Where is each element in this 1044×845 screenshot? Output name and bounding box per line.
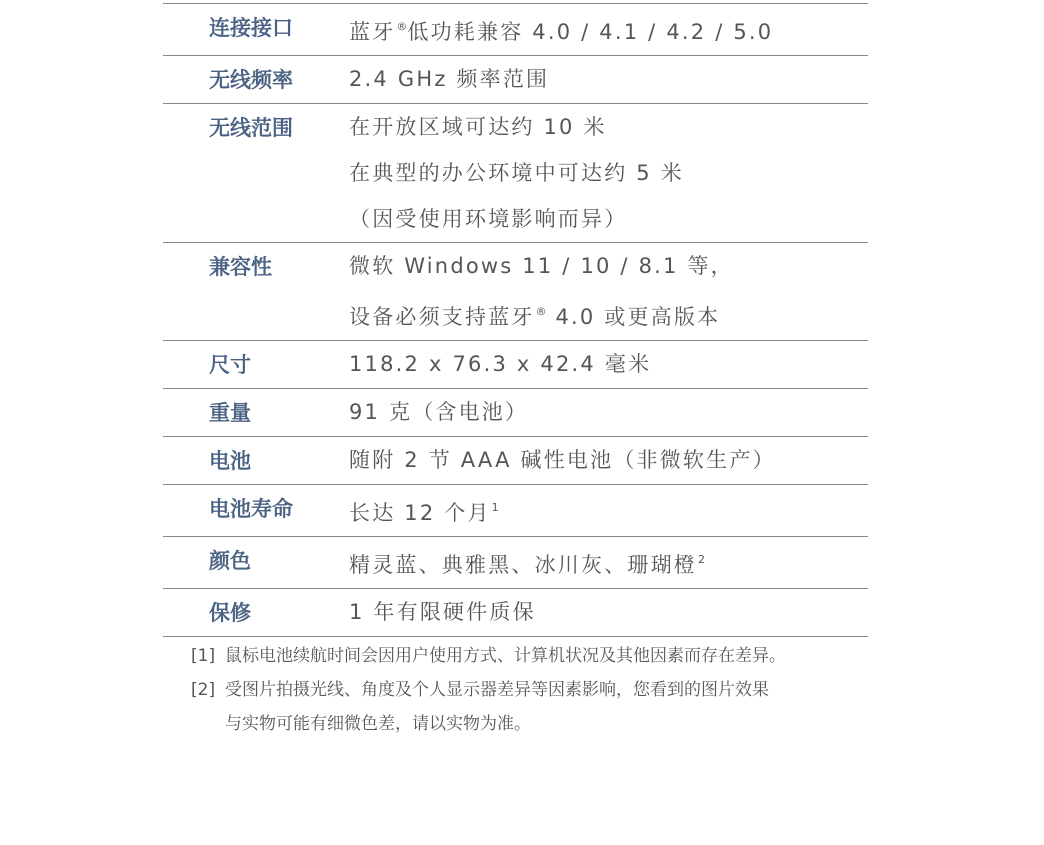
spec-label: 兼容性 bbox=[209, 255, 272, 279]
spec-values bbox=[349, 341, 868, 388]
spec-value-line bbox=[349, 589, 868, 635]
spec-value-line bbox=[349, 341, 868, 387]
spec-value-text: 微软 Windows 11 / 10 / 8.1 等， bbox=[349, 254, 734, 278]
spec-value-line bbox=[349, 104, 868, 150]
spec-rows bbox=[163, 4, 868, 637]
spec-values bbox=[349, 537, 868, 588]
spec-value-line bbox=[349, 537, 868, 588]
spec-row bbox=[163, 589, 868, 637]
footnote-marker: [1] bbox=[191, 646, 216, 666]
spec-label: 电池 bbox=[209, 449, 251, 473]
footnote bbox=[191, 673, 871, 741]
spec-label: 无线范围 bbox=[209, 116, 293, 140]
spec-row bbox=[163, 485, 868, 537]
superscript-mark: ® bbox=[535, 305, 547, 318]
spec-value-text-continued: 低功耗兼容 4.0 / 4.1 / 4.2 / 5.0 bbox=[407, 20, 774, 44]
spec-value-line bbox=[349, 56, 868, 102]
footnote-line: 与实物可能有细微色差，请以实物为准。 bbox=[225, 714, 531, 734]
spec-label: 尺寸 bbox=[209, 353, 251, 377]
footnote-text bbox=[225, 639, 786, 673]
spec-label: 颜色 bbox=[209, 549, 251, 573]
spec-value-line bbox=[349, 243, 868, 289]
spec-value-text: 2.4 GHz 频率范围 bbox=[349, 67, 550, 91]
spec-row bbox=[163, 56, 868, 104]
spec-value-text: 91 克（含电池） bbox=[349, 400, 529, 424]
spec-values bbox=[349, 389, 868, 436]
spec-row bbox=[163, 104, 868, 243]
spec-row bbox=[163, 389, 868, 437]
spec-values bbox=[349, 56, 868, 103]
spec-value-line bbox=[349, 485, 868, 536]
spec-label: 重量 bbox=[209, 401, 251, 425]
footnote bbox=[191, 639, 871, 673]
spec-label: 无线频率 bbox=[209, 68, 293, 92]
spec-row bbox=[163, 341, 868, 389]
spec-label: 保修 bbox=[209, 601, 251, 625]
spec-value-text: 长达 12 个月 bbox=[349, 501, 491, 525]
superscript-mark: ® bbox=[396, 20, 408, 33]
spec-value-text: 在开放区域可达约 10 米 bbox=[349, 115, 607, 139]
superscript-mark: 1 bbox=[491, 501, 499, 514]
spec-value-text: 随附 2 节 AAA 碱性电池（非微软生产） bbox=[349, 448, 776, 472]
spec-value-text: 1 年有限硬件质保 bbox=[349, 600, 536, 624]
spec-value-text: 设备必须支持蓝牙 bbox=[349, 305, 535, 329]
spec-row bbox=[163, 243, 868, 341]
spec-row bbox=[163, 4, 868, 56]
spec-row bbox=[163, 437, 868, 485]
spec-value-line bbox=[349, 196, 868, 242]
spec-value-text: （因受使用环境影响而异） bbox=[349, 207, 628, 231]
spec-value-line bbox=[349, 437, 868, 483]
spec-value-line bbox=[349, 289, 868, 340]
spec-value-text-continued: 4.0 或更高版本 bbox=[546, 305, 721, 329]
spec-values bbox=[349, 437, 868, 484]
footnote-line: 鼠标电池续航时间会因用户使用方式、计算机状况及其他因素而存在差异。 bbox=[225, 646, 786, 666]
spec-values bbox=[349, 589, 868, 636]
spec-label: 电池寿命 bbox=[209, 497, 293, 521]
spec-value-text: 在典型的办公环境中可达约 5 米 bbox=[349, 161, 684, 185]
spec-value-text: 蓝牙 bbox=[349, 20, 396, 44]
spec-values bbox=[349, 243, 868, 340]
spec-value-text: 精灵蓝、典雅黑、冰川灰、珊瑚橙 bbox=[349, 553, 697, 577]
spec-label: 连接接口 bbox=[209, 16, 293, 40]
spec-value-text: 118.2 x 76.3 x 42.4 毫米 bbox=[349, 352, 652, 376]
superscript-mark: 2 bbox=[698, 553, 705, 566]
footnote-line: 受图片拍摄光线、角度及个人显示器差异等因素影响，您看到的图片效果 bbox=[225, 680, 769, 700]
footnote-marker: [2] bbox=[191, 680, 216, 700]
spec-table bbox=[163, 0, 868, 637]
spec-value-line bbox=[349, 150, 868, 196]
spec-values bbox=[349, 104, 868, 242]
footnotes bbox=[191, 639, 871, 741]
spec-value-line bbox=[349, 389, 868, 435]
spec-row bbox=[163, 537, 868, 589]
footnote-text bbox=[225, 673, 769, 741]
spec-values bbox=[349, 485, 868, 536]
spec-values bbox=[349, 4, 868, 55]
spec-value-line bbox=[349, 4, 868, 55]
